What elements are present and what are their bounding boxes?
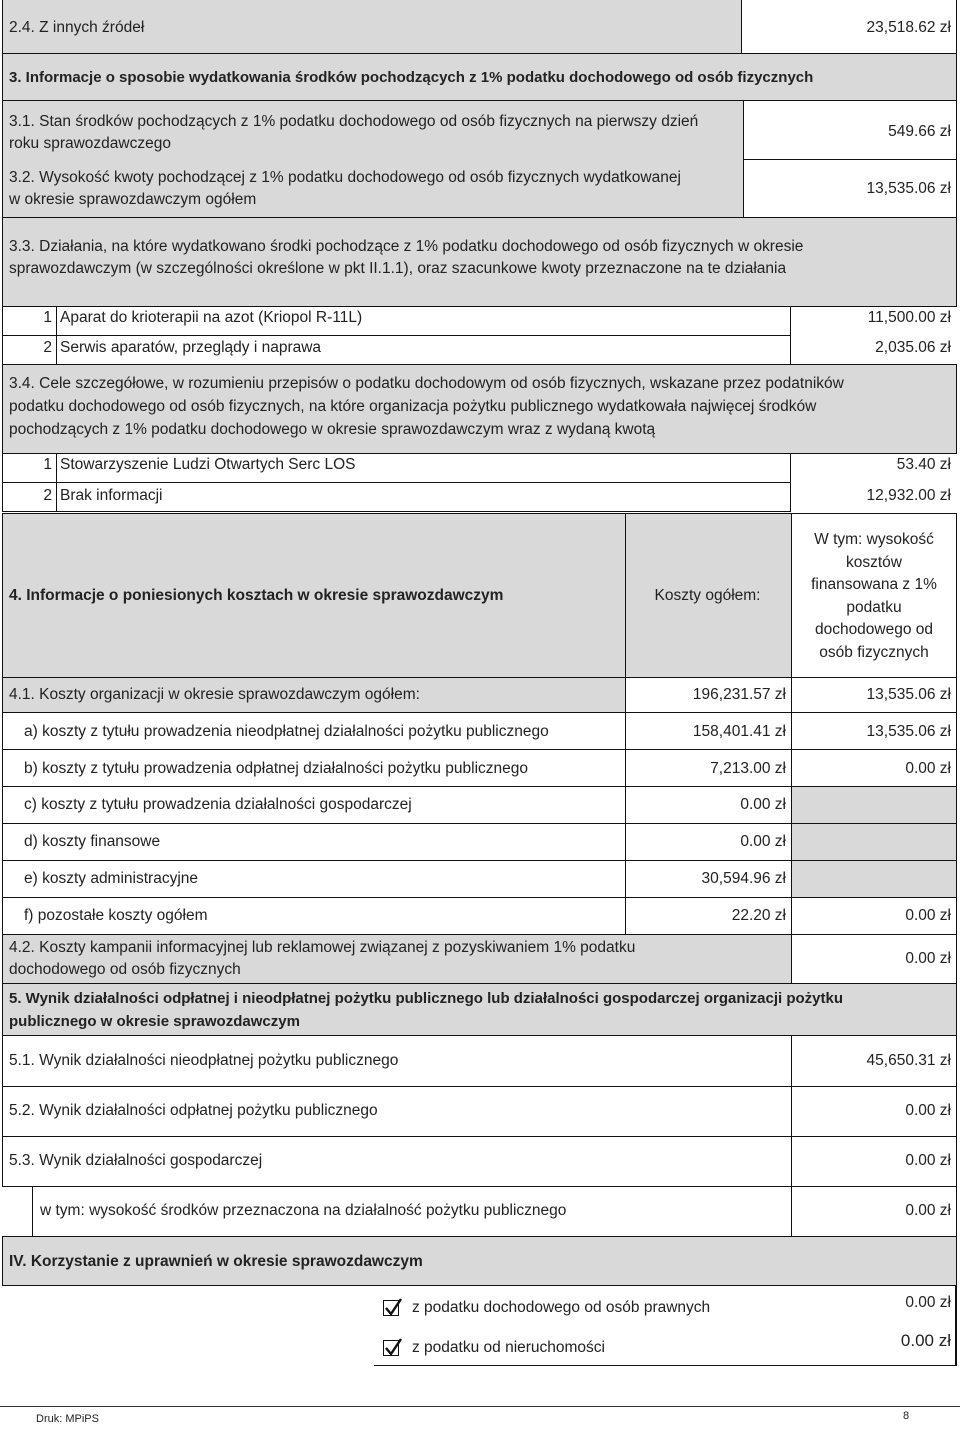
cost-pct-box [791, 786, 957, 824]
section-5-2-value: 0.00 zł [905, 1102, 951, 1119]
section-5-public-value: 0.00 zł [905, 1202, 951, 1219]
footer-print: Druk: MPiPS [36, 1413, 99, 1425]
section-5-2-label: 5.2. Wynik działalności odpłatnej pożytku publicznego [9, 1102, 378, 1119]
cost-label: e) koszty administracyjne [24, 870, 199, 887]
row-2-4-label: 2.4. Z innych źródeł [9, 19, 145, 36]
section-4-heading: 4. Informacje o poniesionych kosztach w okresie sprawozdawczym [9, 587, 504, 604]
section-5-public-label: w tym: wysokość środków przeznaczona na działalność pożytku publicznego [40, 1202, 567, 1219]
section-3-3-item-2-label: Serwis aparatów, przeglądy i naprawa [60, 339, 322, 356]
cost-label: c) koszty z tytułu prowadzenia działalności gospodarczej [24, 796, 412, 813]
section-3-4-line3: pochodzących z 1% podatku dochodowego w okresie sprawozdawczym wraz z wydaną kwotą [9, 421, 656, 438]
section-3-3-item-2-value: 2,035.06 zł [875, 339, 951, 356]
col-1pct-line: finansowana z 1% [811, 576, 937, 593]
col-1pct-line: podatku [846, 598, 902, 616]
section-3-4-item-1-label: Stowarzyszenie Ludzi Otwartych Serc LOS [60, 456, 356, 473]
section-4-2-value: 0.00 zł [905, 950, 951, 967]
section-IV-heading: IV. Korzystanie z uprawnień w okresie sprawozdawczym [9, 1253, 423, 1270]
section-3-1-line2: roku sprawozdawczego [9, 135, 171, 152]
section-4-2-line1: 4.2. Koszty kampanii informacyjnej lub reklamowej związanej z pozyskiwaniem 1% podatku [9, 939, 636, 956]
exemption-property-checkbox[interactable] [383, 1340, 399, 1356]
col-1pct-line: dochodowego od [814, 621, 934, 638]
cost-pct: 0.00 zł [905, 907, 951, 924]
row-2-4-value: 23,518.62 zł [866, 19, 951, 36]
section-5-line1: 5. Wynik działalności odpłatnej i nieodpłatnej pożytku publicznego lub działalności gospodarczej organizacji pożytku [9, 990, 844, 1007]
section-3-3-item-2-num: 2 [43, 339, 52, 356]
section-5-3-value: 0.00 zł [905, 1152, 951, 1169]
cost-total: 7,213.00 zł [710, 760, 786, 777]
footer-rule [0, 1406, 960, 1407]
cost-total: 22.20 zł [731, 907, 786, 924]
section-3-3-item-1-num: 1 [43, 309, 52, 326]
section-4-1-label: 4.1. Koszty organizacji w okresie sprawozdawczym ogółem: [9, 686, 420, 703]
exemption-cit-checkbox[interactable] [383, 1300, 399, 1316]
check-icon [383, 1336, 403, 1358]
section-3-3-item-1-value: 11,500.00 zł [867, 309, 951, 326]
section-4-col-1pct-header [791, 529, 957, 664]
cost-total: 0.00 zł [740, 796, 786, 813]
section-3-4-item-2-value: 12,932.00 zł [866, 487, 951, 504]
section-3-3-item-1-label: Aparat do krioterapii na azot (Kriopol R-11L) [60, 309, 363, 326]
check-icon [383, 1296, 403, 1318]
section-3-4-item-1-value: 53.40 zł [896, 456, 951, 473]
cost-pct: 0.00 zł [905, 760, 951, 777]
section-4-col-total: Koszty ogółem: [654, 587, 761, 604]
section-IV-list-frame [955, 1285, 957, 1366]
cost-total: 158,401.41 zł [692, 723, 786, 740]
exemption-property-value: 0.00 zł [900, 1331, 951, 1350]
section-5-3-label: 5.3. Wynik działalności gospodarczej [9, 1152, 263, 1169]
section-3-3-line1: 3.3. Działania, na które wydatkowano środki pochodzące z 1% podatku dochodowego od osób fizycznych w okresie [9, 238, 804, 255]
section-5-1-value: 45,650.31 zł [866, 1052, 951, 1069]
section-5-1-label: 5.1. Wynik działalności nieodpłatnej pożytku publicznego [9, 1052, 399, 1069]
col-1pct-line: kosztów [846, 553, 902, 571]
section-IV-list-bottom [374, 1365, 957, 1366]
cost-pct: 13,535.06 zł [866, 723, 951, 740]
section-3-4-item-1-num: 1 [43, 456, 52, 473]
section-3-heading: 3. Informacje o sposobie wydatkowania środków pochodzących z 1% podatku dochodowego od osób fizycznych [9, 69, 814, 86]
cost-total: 0.00 zł [740, 833, 786, 850]
section-3-3-line2: sprawozdawczym (w szczególności określone w pkt II.1.1), oraz szacunkowe kwoty przeznaczone na te działania [9, 260, 787, 277]
cost-label: b) koszty z tytułu prowadzenia odpłatnej działalności pożytku publicznego [24, 760, 529, 777]
section-3-4-item-2-label: Brak informacji [60, 487, 163, 504]
col-1pct-line: W tym: wysokość [814, 531, 934, 548]
footer-page-number: 8 [903, 1410, 910, 1422]
section-3-2-value: 13,535.06 zł [866, 180, 951, 197]
cost-label: f) pozostałe koszty ogółem [24, 907, 208, 924]
cost-label: d) koszty finansowe [24, 833, 161, 850]
section-3-4-item-2-num: 2 [43, 487, 52, 504]
section-3-4-item-2-label-box [56, 482, 791, 512]
section-3-2-line1: 3.2. Wysokość kwoty pochodzącej z 1% podatku dochodowego od osób fizycznych wydatkowanej [9, 169, 681, 186]
section-3-4-line1: 3.4. Cele szczegółowe, w rozumieniu przepisów o podatku dochodowym od osób fizycznych, wskazane przez podatników [9, 375, 844, 392]
section-5-line2: publicznego w okresie sprawozdawczym [9, 1013, 300, 1030]
section-4-1-total: 196,231.57 zł [692, 686, 786, 703]
exemption-property-label: z podatku od nieruchomości [412, 1339, 606, 1356]
cost-label: a) koszty z tytułu prowadzenia nieodpłatnej działalności pożytku publicznego [24, 723, 549, 740]
section-3-1-line1: 3.1. Stan środków pochodzących z 1% podatku dochodowego od osób fizycznych na pierwszy dzień [9, 113, 699, 130]
exemption-cit-value: 0.00 zł [905, 1294, 951, 1311]
col-1pct-line: osób fizycznych [819, 643, 929, 661]
cost-pct-box [791, 823, 957, 861]
section-4-2-line2: dochodowego od osób fizycznych [9, 961, 241, 978]
section-3-2-line2: w okresie sprawozdawczym ogółem [9, 191, 257, 208]
section-3-1-value: 549.66 zł [888, 123, 951, 140]
exemption-cit-label: z podatku dochodowego od osób prawnych [412, 1299, 711, 1316]
cost-pct-box [791, 860, 957, 898]
cost-total: 30,594.96 zł [701, 870, 786, 887]
section-4-1-pct: 13,535.06 zł [866, 686, 951, 703]
section-3-4-line2: podatku dochodowego od osób fizycznych, na które organizacja pożytku publicznego wydatkowała najwięcej środków [9, 398, 817, 415]
